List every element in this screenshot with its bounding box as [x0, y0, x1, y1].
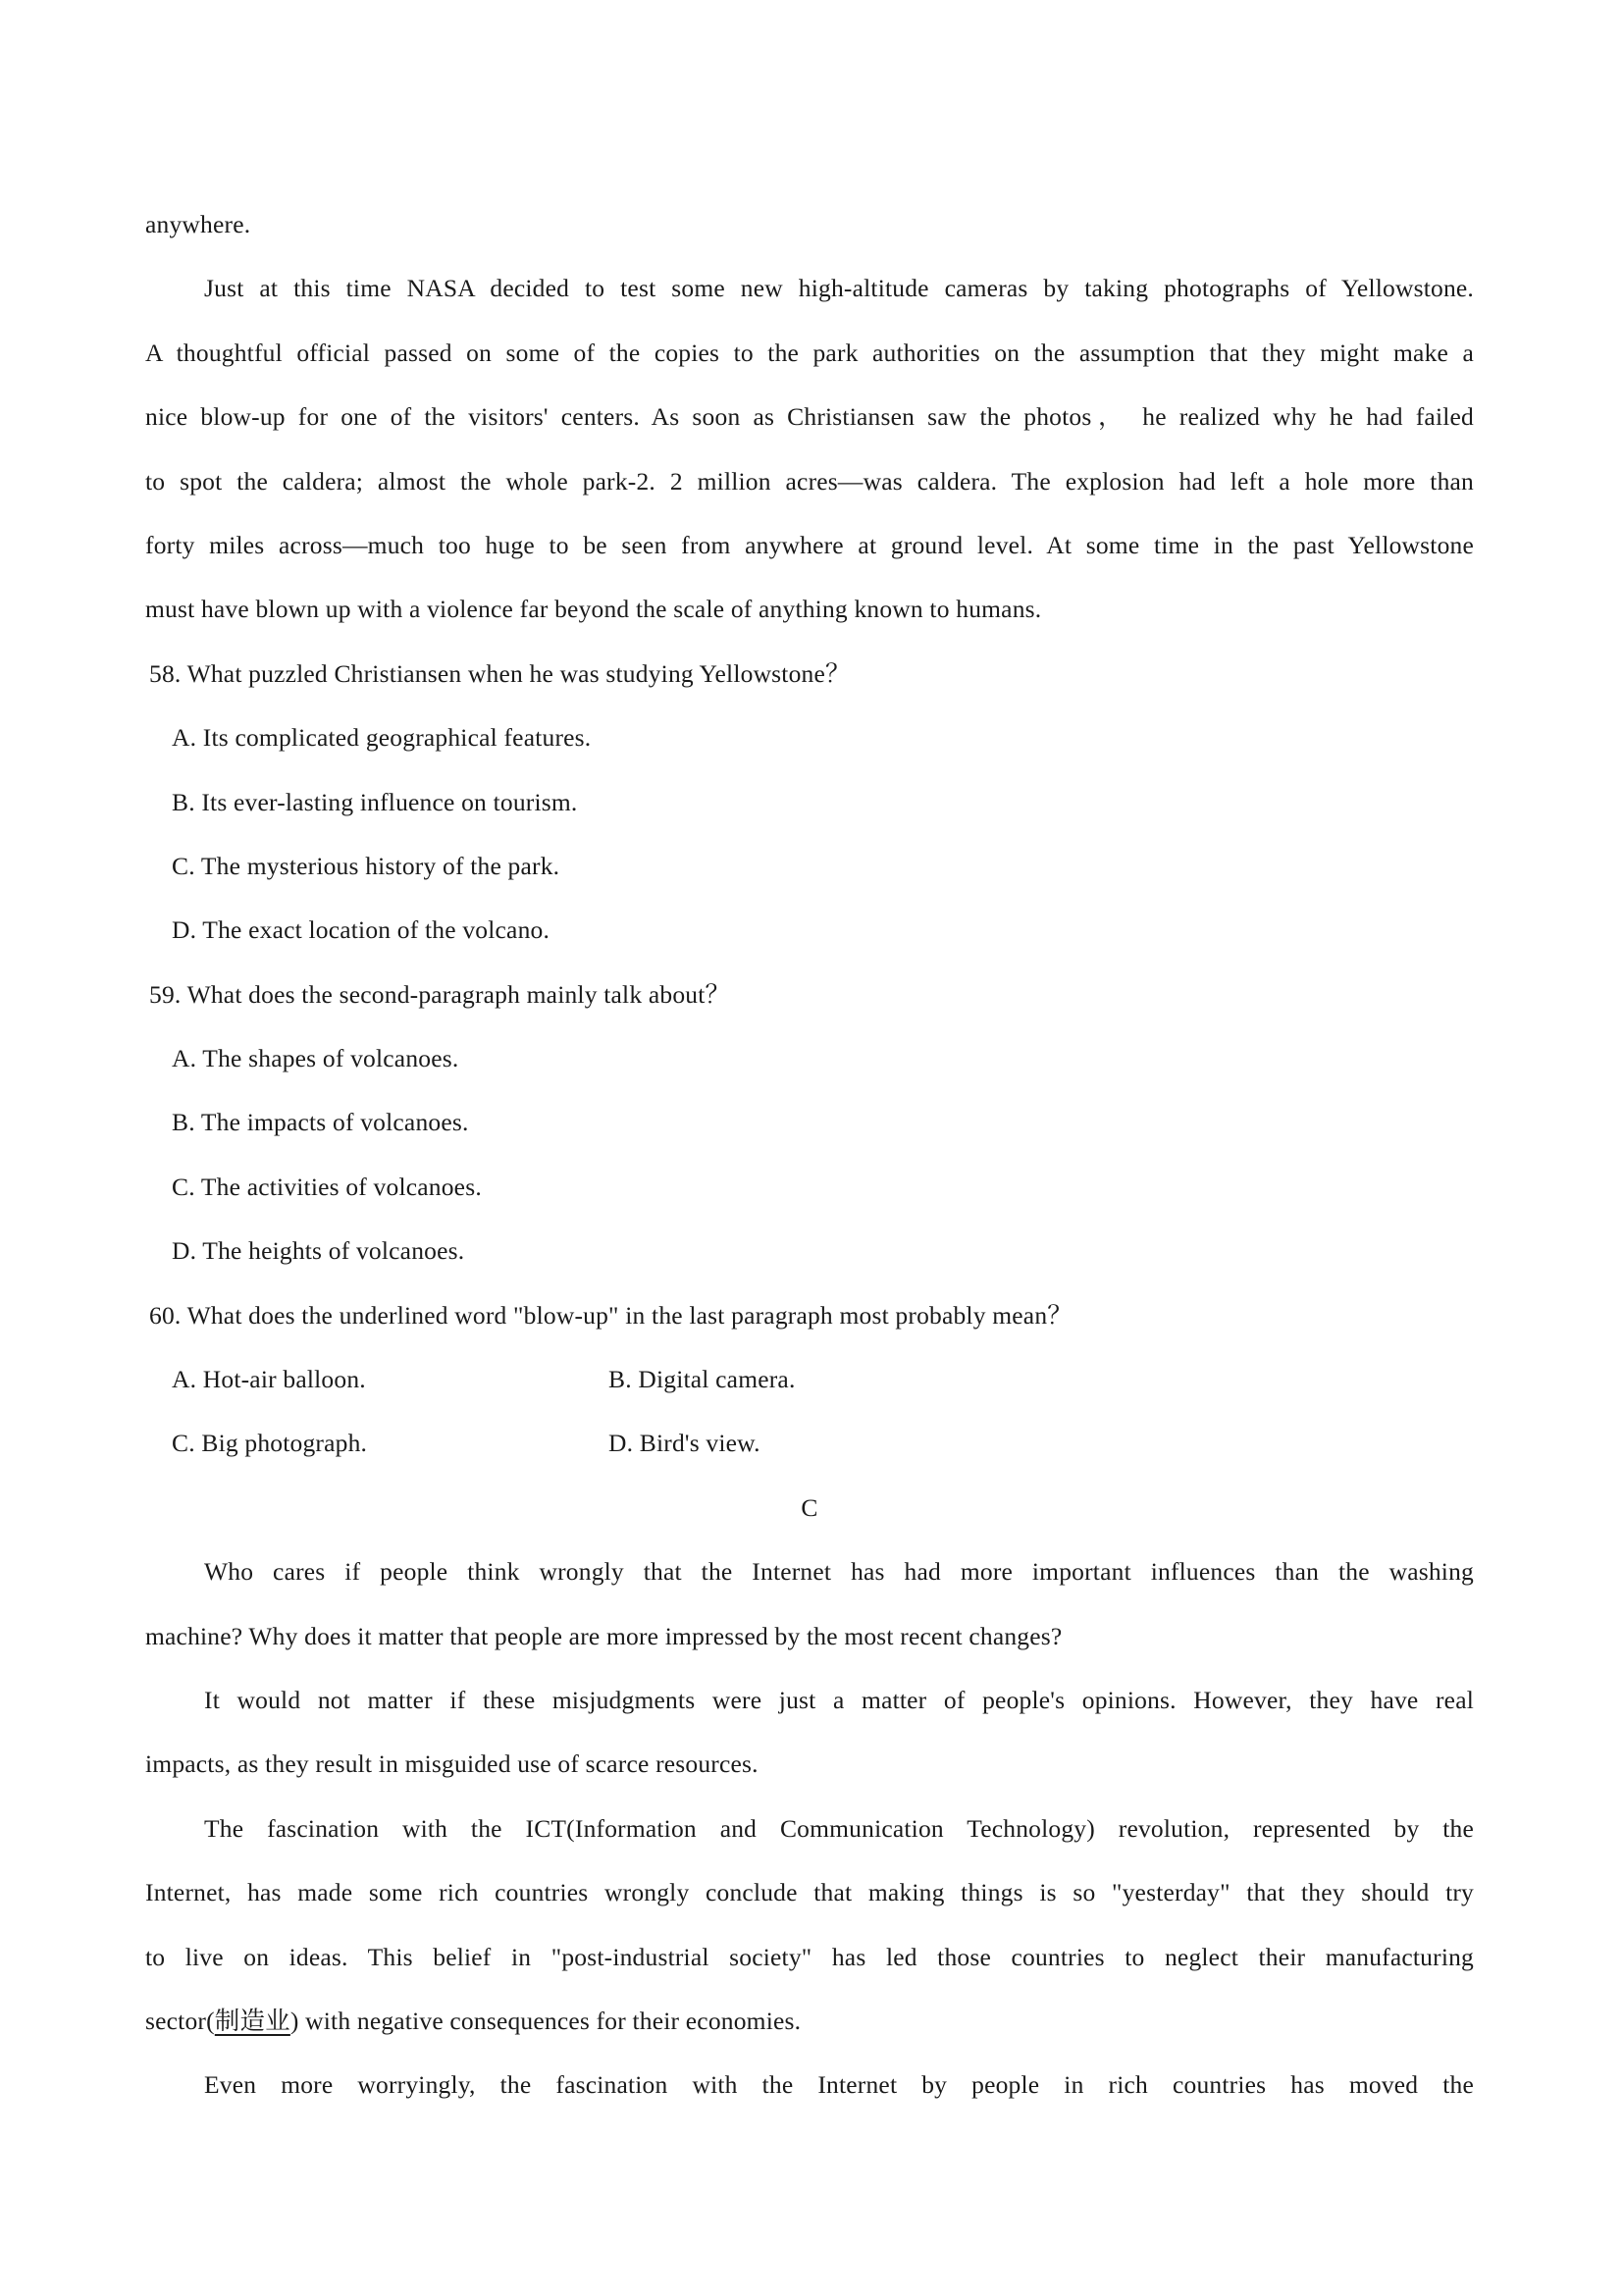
passage-b-paragraph-line-1: Just at this time NASA decided to test some new high-altitude cameras by taking photographs of Yellowstone.	[204, 274, 1474, 303]
passage-c-para3-line-2: Internet, has made some rich countries wrongly conclude that making things is so "yesterday" that they should try	[145, 1878, 1474, 1907]
question-59-option-b: B. The impacts of volcanoes.	[172, 1108, 469, 1137]
chinese-gloss-manufacturing-sector: 制造业	[214, 2006, 290, 2035]
question-58-option-b: B. Its ever-lasting influence on tourism.	[172, 787, 578, 816]
passage-c-para3-line-4-post: ) with negative consequences for their economies.	[289, 2006, 802, 2035]
question-58-option-d: D. The exact location of the volcano.	[172, 915, 550, 945]
passage-c-para3-line-3: to live on ideas. This belief in "post-industrial society" has led those countries to neglect their manufacturing	[145, 1942, 1474, 1971]
question-58-stem: 58. What puzzled Christiansen when he was studying Yellowstone？	[149, 658, 851, 688]
passage-b-paragraph-line-4: to spot the caldera; almost the whole park-2. 2 million acres—was caldera. The explosion had left a hole more than	[145, 466, 1474, 496]
passage-c-para3-line-4	[145, 1989, 1474, 2053]
passage-b-paragraph-line-2: A thoughtful official passed on some of the copies to the park authorities on the assumption that they might make a	[145, 338, 1474, 367]
question-60-option-c: C. Big photograph.	[172, 1429, 368, 1458]
question-59-stem: 59. What does the second-paragraph mainly talk about？	[149, 979, 731, 1009]
passage-b-paragraph-line-5: forty miles across—much too huge to be seen from anywhere at ground level. At some time in the past Yellowstone	[145, 530, 1474, 559]
question-59-option-a: A. The shapes of volcanoes.	[172, 1044, 459, 1073]
section-c-header: C	[801, 1492, 818, 1522]
passage-c-para2-line-1: It would not matter if these misjudgments were just a matter of people's opinions. However, they have real	[204, 1685, 1474, 1714]
question-60-option-a: A. Hot-air balloon.	[172, 1365, 366, 1394]
question-60-options-row-1	[145, 1347, 1474, 1411]
question-58-option-a: A. Its complicated geographical features.	[172, 723, 592, 753]
passage-c-para1-line-1: Who cares if people think wrongly that the Internet has had more important influences than the washing	[204, 1557, 1474, 1587]
question-58-option-c: C. The mysterious history of the park.	[172, 851, 560, 880]
question-60-option-b: B. Digital camera.	[608, 1365, 796, 1394]
passage-c-para2-line-2: impacts, as they result in misguided use of scarce resources.	[145, 1749, 759, 1779]
passage-c-para3-line-1: The fascination with the ICT(Information and Communication Technology) revolution, represented by the	[204, 1813, 1474, 1843]
question-59-option-c: C. The activities of volcanoes.	[172, 1172, 482, 1201]
question-60-stem: 60. What does the underlined word "blow-up" in the last paragraph most probably mean？	[149, 1300, 1073, 1330]
passage-c-para3-line-4-pre: sector(	[145, 2006, 215, 2035]
question-60-option-d: D. Bird's view.	[608, 1429, 760, 1458]
passage-b-tail-line: anywhere.	[145, 210, 251, 238]
page-text-block	[145, 192, 1474, 2117]
passage-c-para1-line-2: machine? Why does it matter that people are more impressed by the most recent changes?	[145, 1621, 1063, 1650]
passage-c-para4-line-1: Even more worryingly, the fascination with the Internet by people in rich countries has moved the	[204, 2070, 1474, 2100]
question-60-options-row-2	[145, 1411, 1474, 1475]
passage-b-paragraph-line-3: nice blow-up for one of the visitors' centers. As soon as Christiansen saw the photos， he realized why he had failed	[145, 402, 1474, 432]
question-59-option-d: D. The heights of volcanoes.	[172, 1236, 465, 1266]
passage-b-paragraph-line-6: must have blown up with a violence far beyond the scale of anything known to humans.	[145, 595, 1042, 624]
